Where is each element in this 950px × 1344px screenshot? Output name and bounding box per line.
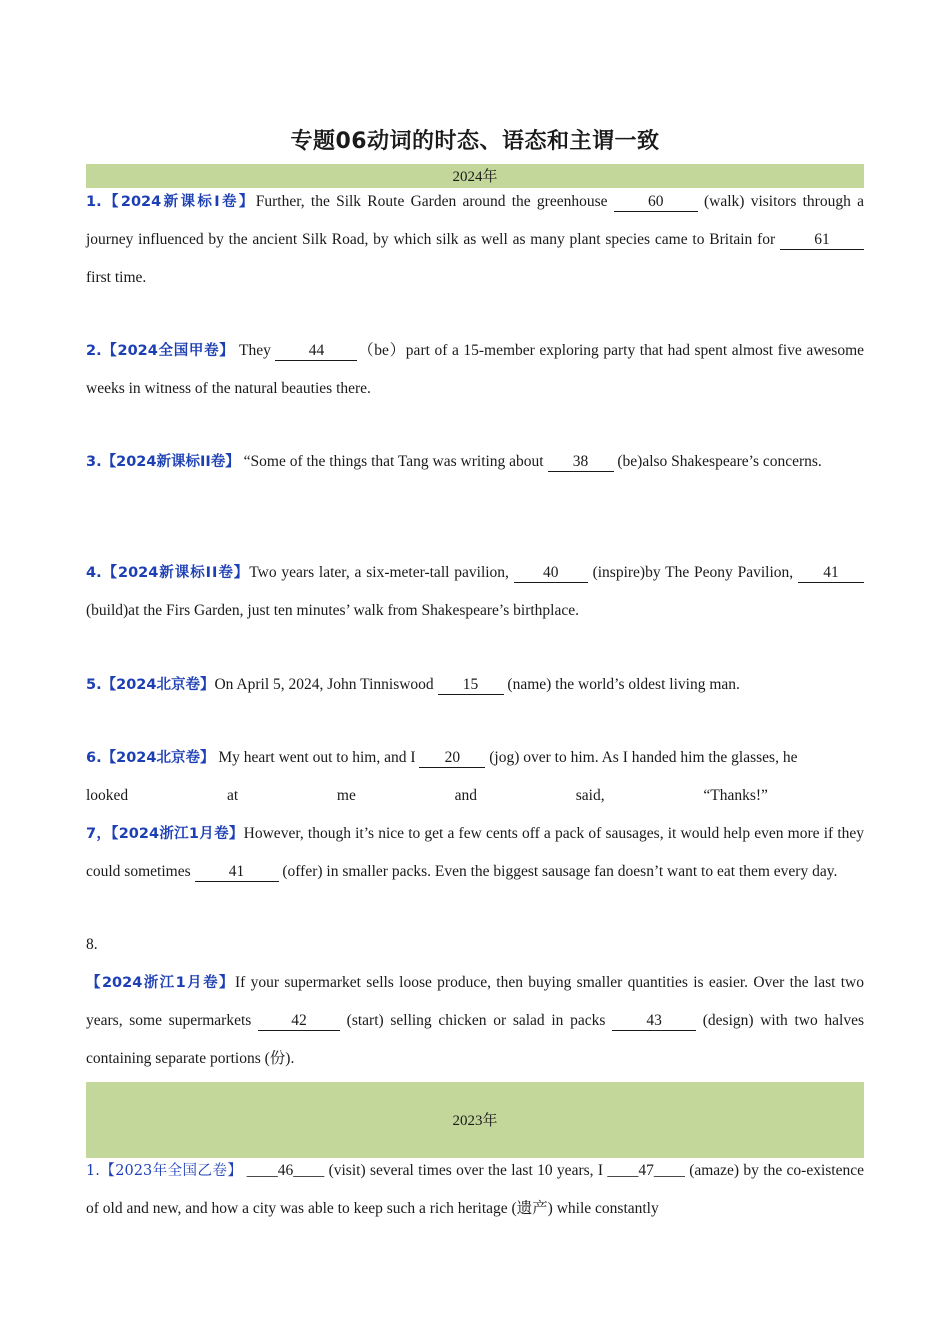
question-source: 【2024新课标Ⅰ卷】 <box>101 194 256 210</box>
question-source: 【2024北京卷】 <box>101 677 215 693</box>
answer-blank: 44 <box>275 342 357 361</box>
question-source: 【2024浙江1月卷】 <box>111 826 244 842</box>
question-number: 5. <box>86 677 102 693</box>
section-header-2023: 2023年 <box>86 1082 864 1158</box>
question-1: 1.【2024新课标Ⅰ卷】Further, the Silk Route Garden around the greenhouse 60 (walk) visitors through a journey influenced by the ancient Silk Road, by which silk as well as many plant species came to Britain for 61 first time. <box>86 193 864 286</box>
question-5: 5.【2024北京卷】On April 5, 2024, John Tinniswood 15 (name) the world’s oldest living man. <box>86 676 740 693</box>
question-number: 7， <box>86 826 112 842</box>
question-number: 1. <box>86 1163 100 1179</box>
answer-blank: 15 <box>438 676 504 695</box>
question-source: 【2024浙江1月卷】 <box>86 975 235 991</box>
answer-blank: 43 <box>612 1012 696 1031</box>
page-title: 专题06动词的时态、语态和主谓一致 <box>290 129 660 154</box>
question-source: 【2024新课标ⅠⅠ卷】 <box>101 565 250 581</box>
question-number: 2. <box>86 343 102 359</box>
spread-line: looked at me and said, “Thanks!” <box>86 787 768 804</box>
question-8: 8. 【2024浙江1月卷】If your supermarket sells loose produce, then buying smaller quantities is easier. Over the last two years, some supermarkets 42 (start) selling chicken or salad in packs 43 (design) with two halves containing separate portions (份). <box>86 936 864 1067</box>
question-number: 1. <box>86 194 102 210</box>
question-3: 3.【2024新课标ⅠⅠ卷】 “Some of the things that Tang was writing about 38 (be)also Shakespeare’s concerns. <box>86 453 822 470</box>
question-number: 6. <box>86 750 102 766</box>
answer-blank: 60 <box>614 193 698 212</box>
answer-blank: 20 <box>419 749 485 768</box>
question-source: 【2024新课标ⅠⅠ卷】 <box>101 454 240 470</box>
answer-blank: 41 <box>798 564 864 583</box>
question-2023-1: 1.【2023年全国乙卷】 ____46____ (visit) several times over the last 10 years, I ____47____ (amaze) by the co-existence of old and new, and how a city was able to keep such a rich heritage (遗产) while constantly <box>86 1162 864 1217</box>
question-source: 【2024全国甲卷】 <box>101 343 235 359</box>
question-7: 7，【2024浙江1月卷】However, though it’s nice to get a few cents off a pack of sausages, it would help even more if they could sometimes 41 (offer) in smaller packs. Even the biggest sausage fan doesn’t want to eat them every day. <box>86 825 865 880</box>
question-2: 2.【2024全国甲卷】 They 44 （be）part of a 15-member exploring party that had spent almost five awesome weeks in witness of the natural beauties there. <box>86 342 865 397</box>
question-6: 6.【2024北京卷】 My heart went out to him, and I 20 (jog) over to him. As I handed him the glasses, he looked at me and said, “Thanks!” <box>86 739 864 815</box>
section-header-2024: 2024年 <box>86 164 864 188</box>
question-number: 4. <box>86 565 102 581</box>
question-4: 4.【2024新课标ⅠⅠ卷】Two years later, a six-meter-tall pavilion, 40 (inspire)by The Peony Pavilion, 41 (build)at the Firs Garden, just ten minutes’ walk from Shakespeare’s birthplace. <box>86 554 864 630</box>
answer-blank: 42 <box>258 1012 340 1031</box>
answer-blank: 41 <box>195 863 279 882</box>
question-number: 8. <box>86 936 98 953</box>
answer-blank: 40 <box>514 564 588 583</box>
question-number: 3. <box>86 454 102 470</box>
question-source: 【2023年全国乙卷】 <box>99 1163 243 1179</box>
answer-blank: 61 <box>780 231 864 250</box>
question-source: 【2024北京卷】 <box>101 750 215 766</box>
answer-blank: 38 <box>548 453 614 472</box>
